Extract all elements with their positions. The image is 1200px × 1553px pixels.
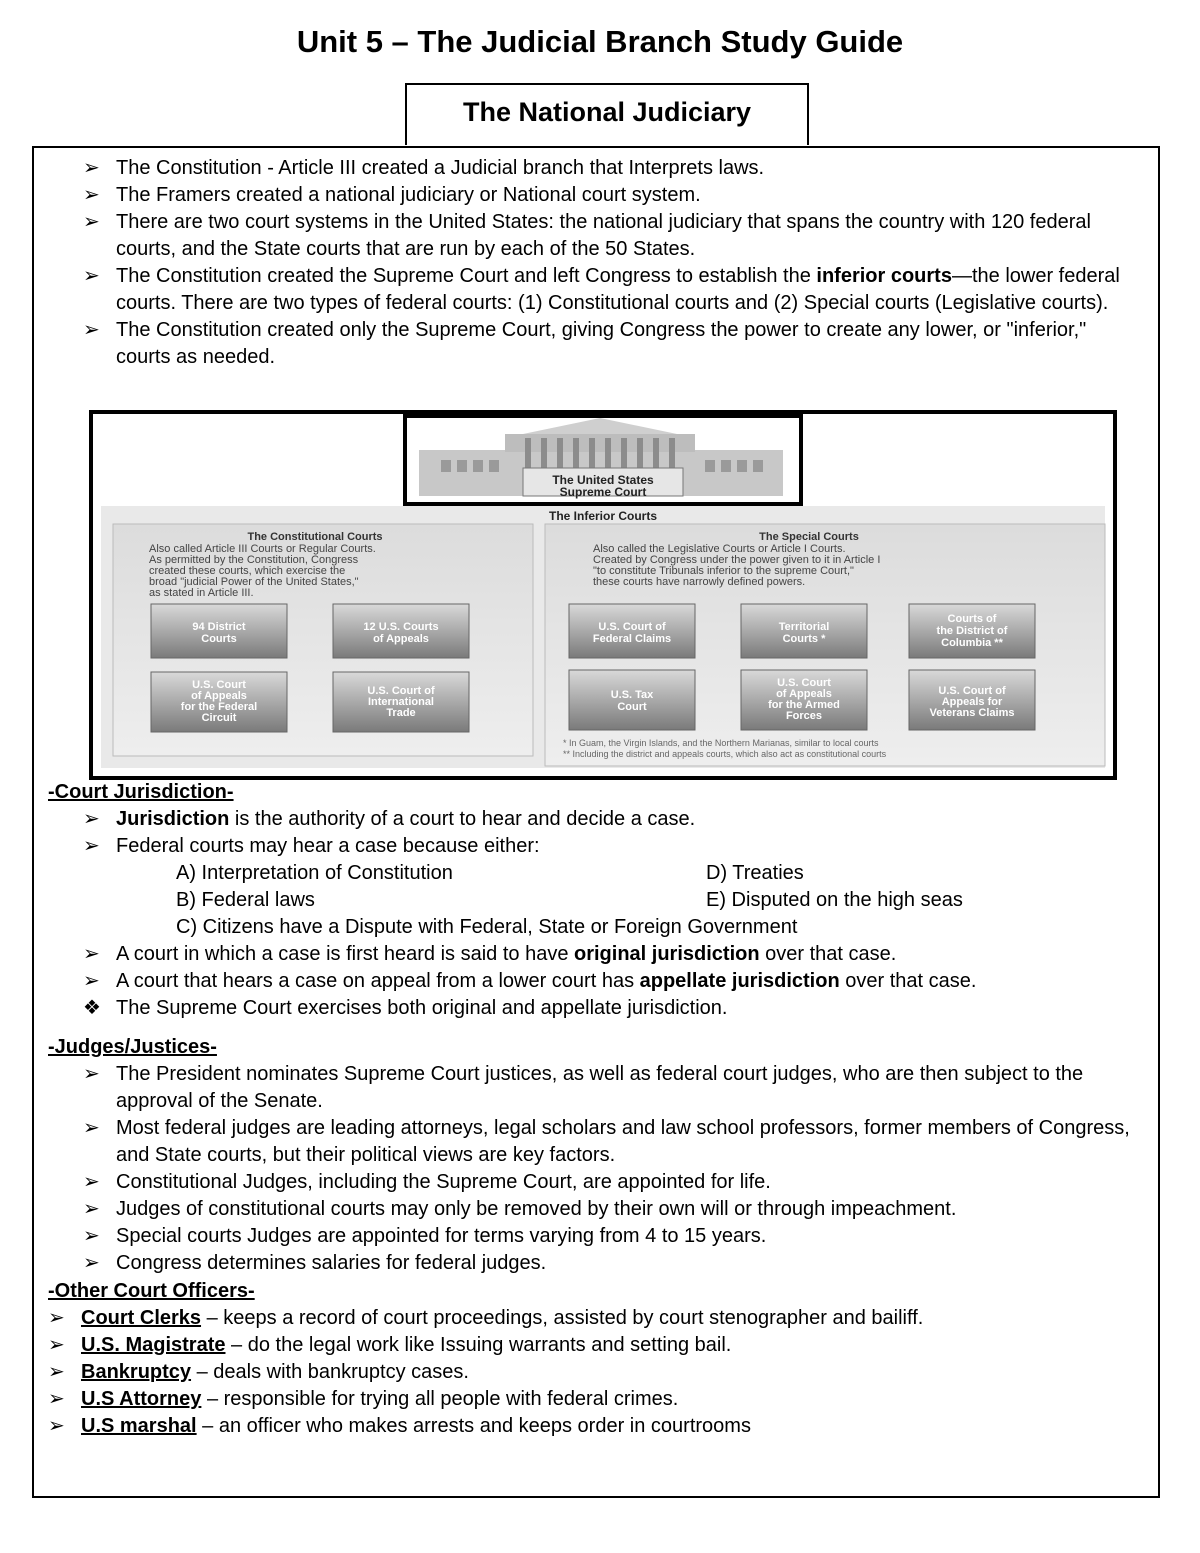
jurisdiction-bullet: ❖ The Supreme Court exercises both original and appellate jurisdiction. <box>83 995 1153 1022</box>
officer-item: ➢ U.S marshal – an officer who makes arrests and keeps order in courtrooms <box>48 1413 1148 1440</box>
svg-text:Created by Congress under the: Created by Congress under the power given to it in Article I <box>593 554 881 566</box>
svg-text:Appeals for: Appeals for <box>941 696 1003 708</box>
court-building <box>909 670 1035 730</box>
svg-text:Territorial: Territorial <box>778 621 830 633</box>
officers-list <box>48 1305 1148 1440</box>
svg-text:U.S. Court: U.S. Court <box>192 679 246 691</box>
ground-e: E) Disputed on the high seas <box>706 889 963 911</box>
judges-heading: -Judges/Justices- <box>48 1036 217 1058</box>
special-title: The Special Courts <box>759 531 859 543</box>
intro-bullet-list <box>83 155 1143 371</box>
svg-text:Columbia **: Columbia ** <box>941 637 1003 649</box>
diamond-bullet-icon: ❖ <box>83 997 101 1019</box>
court-building <box>569 604 695 658</box>
supreme-label-1: The United States <box>552 473 654 487</box>
court-system-figure <box>89 410 1117 780</box>
svg-text:"to constitute Tribunals infer: "to constitute Tribunals inferior to the supreme Court," <box>593 565 854 577</box>
court-building <box>909 604 1035 658</box>
ground-d: D) Treaties <box>706 862 804 884</box>
svg-text:Courts: Courts <box>201 633 237 645</box>
arrow-bullet-icon: ➢ <box>48 1307 65 1329</box>
svg-text:for the Federal: for the Federal <box>180 701 258 713</box>
svg-text:Court: Court <box>617 701 647 713</box>
court-building <box>741 670 867 730</box>
arrow-bullet-icon: ➢ <box>83 808 100 830</box>
arrow-bullet-icon: ➢ <box>83 835 100 857</box>
svg-text:Circuit: Circuit <box>201 712 237 724</box>
jurisdiction-bullet: ➢ A court that hears a case on appeal from a lower court has appellate jurisdiction over that case. <box>83 968 1153 995</box>
jurisdiction-bullet: ➢ Federal courts may hear a case because either: <box>83 833 1143 860</box>
judges-bullet: ➢ Judges of constitutional courts may only be removed by their own will or through impeachment. <box>83 1196 1143 1223</box>
svg-text:created these courts, which ex: created these courts, which exercise the <box>149 565 346 577</box>
court-building <box>151 672 287 732</box>
svg-text:* In Guam, the Virgin Islands: * In Guam, the Virgin Islands, and the Northern Marianas, similar to local courts <box>563 738 879 748</box>
svg-text:12 U.S. Courts: 12 U.S. Courts <box>363 621 439 633</box>
svg-text:International: International <box>367 696 435 708</box>
svg-text:broad "judicial Power of the U: broad "judicial Power of the United States," <box>149 576 359 588</box>
jurisdiction-list <box>83 806 1143 860</box>
svg-text:94 District: 94 District <box>192 621 246 633</box>
jurisdiction-bullet: ➢ A court in which a case is first heard is said to have original jurisdiction over that case. <box>83 941 1153 968</box>
arrow-bullet-icon: ➢ <box>83 211 100 233</box>
svg-text:the District of: the District of <box>936 625 1008 637</box>
svg-text:Federal Claims: Federal Claims <box>592 633 672 645</box>
supreme-label-2: Supreme Court <box>559 485 647 499</box>
court-building <box>333 672 469 732</box>
jurisdiction-grounds <box>176 860 1076 941</box>
svg-text:Veterans Claims: Veterans Claims <box>929 707 1015 719</box>
arrow-bullet-icon: ➢ <box>83 265 100 287</box>
svg-text:Courts *: Courts * <box>782 633 826 645</box>
arrow-bullet-icon: ➢ <box>83 184 100 206</box>
svg-text:** Including the district and: ** Including the district and appeals courts, which also act as constitutional courts <box>563 749 887 759</box>
intro-bullet: ➢ The Constitution created only the Supreme Court, giving Congress the power to create any lower, or "inferior," courts as needed. <box>83 319 1087 368</box>
ground-b: B) Federal laws <box>176 889 315 911</box>
intro-bullet: ➢ The Constitution - Article III created a Judicial branch that Interprets laws. <box>83 155 1143 182</box>
jurisdiction-bullet: ➢ Jurisdiction is the authority of a court to hear and decide a case. <box>83 806 1143 833</box>
svg-text:U.S. Court of: U.S. Court of <box>367 685 435 697</box>
officer-item: ➢ Court Clerks – keeps a record of court proceedings, assisted by court stenographer and bailiff. <box>48 1305 1148 1332</box>
officers-heading: -Other Court Officers- <box>48 1280 255 1302</box>
arrow-bullet-icon: ➢ <box>83 943 100 965</box>
arrow-bullet-icon: ➢ <box>48 1415 65 1437</box>
judges-bullet: ➢ Constitutional Judges, including the Supreme Court, are appointed for life. <box>83 1169 1143 1196</box>
officer-item: ➢ U.S. Magistrate – do the legal work like Issuing warrants and setting bail. <box>48 1332 1148 1359</box>
arrow-bullet-icon: ➢ <box>83 970 100 992</box>
arrow-bullet-icon: ➢ <box>48 1361 65 1383</box>
intro-bullet: ➢ There are two court systems in the United States: the national judiciary that spans the country with 120 federal courts, and the State courts that are run by each of the 50 States. <box>83 211 1091 260</box>
judges-bullet: ➢ Most federal judges are leading attorneys, legal scholars and law school professors, former members of Congress, and State courts, but their political views are key factors. <box>83 1117 1130 1166</box>
special-footnotes <box>563 738 887 759</box>
svg-text:Trade: Trade <box>386 707 416 719</box>
officer-item: ➢ U.S Attorney – responsible for trying all people with federal crimes. <box>48 1386 1148 1413</box>
svg-text:Also called the Legislative Co: Also called the Legislative Courts or Article I Courts. <box>593 543 846 555</box>
jurisdiction-list-2 <box>83 941 1153 1022</box>
court-building <box>741 604 867 658</box>
svg-text:Also called Article III Courts: Also called Article III Courts or Regular Courts. <box>149 543 376 555</box>
svg-text:U.S. Court of: U.S. Court of <box>598 621 666 633</box>
arrow-bullet-icon: ➢ <box>48 1334 65 1356</box>
arrow-bullet-icon: ➢ <box>48 1388 65 1410</box>
judges-list <box>83 1061 1143 1277</box>
ground-a: A) Interpretation of Constitution <box>176 862 453 884</box>
arrow-bullet-icon: ➢ <box>83 1252 100 1274</box>
jurisdiction-heading: -Court Jurisdiction- <box>48 781 234 803</box>
term-inferior-courts: inferior courts <box>816 265 952 287</box>
svg-text:these courts have narrowly def: these courts have narrowly defined powers. <box>593 576 806 588</box>
svg-text:of Appeals: of Appeals <box>373 633 429 645</box>
intro-bullet: ➢ The Constitution created the Supreme Court and left Congress to establish the inferior courts—the lower federal courts. There are two types of federal courts: (1) Constitutional courts and (2) Special courts (Legislative courts). <box>83 265 1120 314</box>
judges-bullet: ➢ Special courts Judges are appointed for terms varying from 4 to 15 years. <box>83 1223 1143 1250</box>
arrow-bullet-icon: ➢ <box>83 157 100 179</box>
court-building <box>333 604 469 658</box>
judges-bullet: ➢ The President nominates Supreme Court justices, as well as federal court judges, who are then subject to the approval of the Senate. <box>83 1063 1084 1112</box>
inferior-courts-header: The Inferior Courts <box>548 509 658 523</box>
court-building <box>151 604 287 658</box>
svg-text:Courts of: Courts of <box>947 613 997 625</box>
arrow-bullet-icon: ➢ <box>83 1063 100 1085</box>
arrow-bullet-icon: ➢ <box>83 1171 100 1193</box>
section-title-box: The National Judiciary <box>405 83 809 145</box>
svg-text:for the Armed: for the Armed <box>768 699 840 711</box>
court-building <box>569 670 695 730</box>
court-system-diagram <box>93 414 1113 776</box>
arrow-bullet-icon: ➢ <box>83 1117 100 1139</box>
constitutional-title: The Constitutional Courts <box>247 531 383 543</box>
svg-text:As permitted by the Constituti: As permitted by the Constitution, Congress <box>149 554 359 566</box>
svg-text:of Appeals: of Appeals <box>191 690 247 702</box>
svg-text:U.S. Court: U.S. Court <box>777 677 831 689</box>
svg-text:of Appeals: of Appeals <box>776 688 832 700</box>
officer-item: ➢ Bankruptcy – deals with bankruptcy cases. <box>48 1359 1148 1386</box>
arrow-bullet-icon: ➢ <box>83 1198 100 1220</box>
svg-text:U.S. Tax: U.S. Tax <box>610 689 654 701</box>
svg-text:as stated in Article III.: as stated in Article III. <box>149 587 254 599</box>
ground-c: C) Citizens have a Dispute with Federal, State or Foreign Government <box>176 916 798 938</box>
page-title: Unit 5 – The Judicial Branch Study Guide <box>296 24 904 59</box>
svg-text:U.S. Court of: U.S. Court of <box>938 685 1006 697</box>
svg-text:Forces: Forces <box>785 710 823 722</box>
judges-bullet: ➢ Congress determines salaries for federal judges. <box>83 1250 1143 1277</box>
arrow-bullet-icon: ➢ <box>83 319 100 341</box>
intro-bullet: ➢ The Framers created a national judiciary or National court system. <box>83 182 1143 209</box>
arrow-bullet-icon: ➢ <box>83 1225 100 1247</box>
